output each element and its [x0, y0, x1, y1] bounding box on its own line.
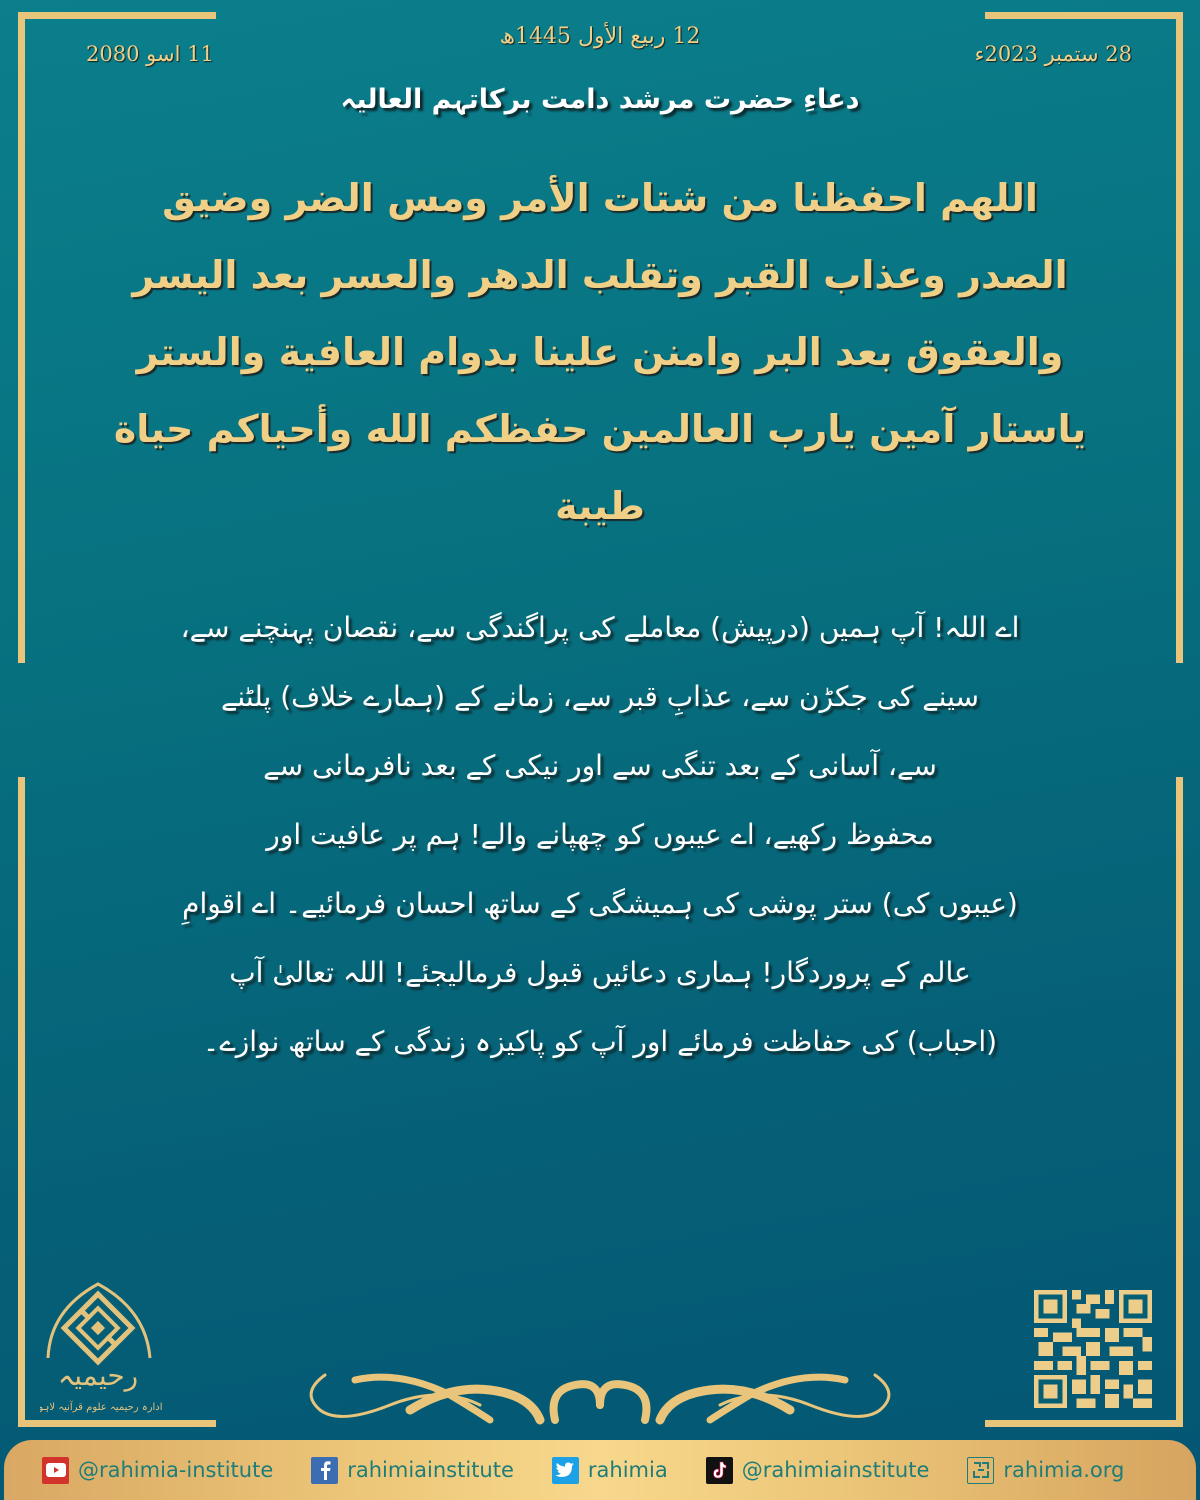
urdu-line: (احباب) کی حفاظت فرمائے اور آپ کو پاکیزہ زندگی کے ساتھ نوازے۔ [202, 1025, 998, 1058]
urdu-translation [120, 593, 1080, 1076]
website-icon [967, 1457, 994, 1484]
urdu-line: اے اللہ! آپ ہمیں (درپیش) معاملے کی پراگندگی سے، نقصان پہنچنے سے، [180, 611, 1020, 644]
frame-bottom-right [985, 1420, 1183, 1427]
footer-social-bar [4, 1440, 1196, 1500]
frame-right-lower [1176, 777, 1183, 1427]
twitter-icon [552, 1457, 579, 1484]
arabic-line: طيبة [555, 484, 645, 528]
youtube-link[interactable] [42, 1457, 273, 1484]
urdu-line: محفوظ رکھیے، اے عیبوں کو چھپانے والے! ہم پر عافیت اور [266, 818, 934, 851]
twitter-link[interactable] [552, 1457, 668, 1484]
qr-code-icon [1033, 1290, 1153, 1408]
facebook-icon [311, 1457, 338, 1484]
dome-kufic-icon [40, 1280, 170, 1440]
frame-left-lower [18, 777, 25, 1427]
arabic-line: الصدر وعذاب القبر وتقلب الدهر والعسر بعد اليسر [132, 253, 1068, 297]
page-title: دعاءِ حضرت مرشد دامت برکاتہم العالیہ [340, 84, 860, 115]
arabic-line: ياستار آمين يارب العالمين حفظكم الله وأحياكم حياة [113, 407, 1087, 451]
website-link[interactable] [967, 1457, 1124, 1484]
date-bikrami: 11 اسو 2080 [86, 42, 214, 66]
date-gregorian: 28 ستمبر 2023ء [974, 42, 1132, 66]
arabic-line: اللهم احفظنا من شتات الأمر ومس الضر وضيق [162, 176, 1038, 220]
tiktok-handle: @rahimiainstitute [741, 1458, 930, 1482]
urdu-line: سینے کی جکڑن سے، عذابِ قبر سے، زمانے کے (ہمارے خلاف) پلٹنے [220, 680, 980, 713]
date-hijri: 12 ربیع الأول 1445ھ [499, 24, 701, 49]
twitter-handle: rahimia [587, 1458, 668, 1482]
facebook-link[interactable] [311, 1457, 514, 1484]
youtube-icon [42, 1457, 69, 1484]
arabic-line: والعقوق بعد البر وامنن علينا بدوام العافية والستر [136, 330, 1064, 374]
logo-subtitle: ادارہ رحیمیہ علوم قرآنیہ لاہور [40, 1402, 163, 1413]
qr-code[interactable] [1033, 1290, 1153, 1408]
facebook-handle: rahimiainstitute [347, 1458, 514, 1482]
logo-name: رحیمیہ [57, 1359, 139, 1392]
urdu-line: سے، آسانی کے بعد تنگی سے اور نیکی کے بعد نافرمانی سے [263, 749, 937, 782]
frame-top-right [985, 12, 1183, 19]
ornamental-flourish [300, 1365, 900, 1425]
urdu-line: (عیبوں کی) ستر پوشی کی ہمیشگی کے ساتھ احسان فرمائیے۔ اے اقوامِ [182, 887, 1018, 920]
tiktok-icon [706, 1457, 733, 1484]
frame-top-left [18, 12, 216, 19]
website-url: rahimia.org [1003, 1458, 1125, 1482]
rahimia-logo [40, 1280, 170, 1440]
tiktok-link[interactable] [706, 1457, 930, 1484]
arabic-prayer [100, 160, 1100, 545]
urdu-line: عالم کے پروردگار! ہماری دعائیں قبول فرمالیجئے! اللہ تعالیٰ آپ [229, 956, 971, 989]
youtube-handle: @rahimia-institute [78, 1458, 274, 1482]
flourish-icon [300, 1365, 900, 1425]
